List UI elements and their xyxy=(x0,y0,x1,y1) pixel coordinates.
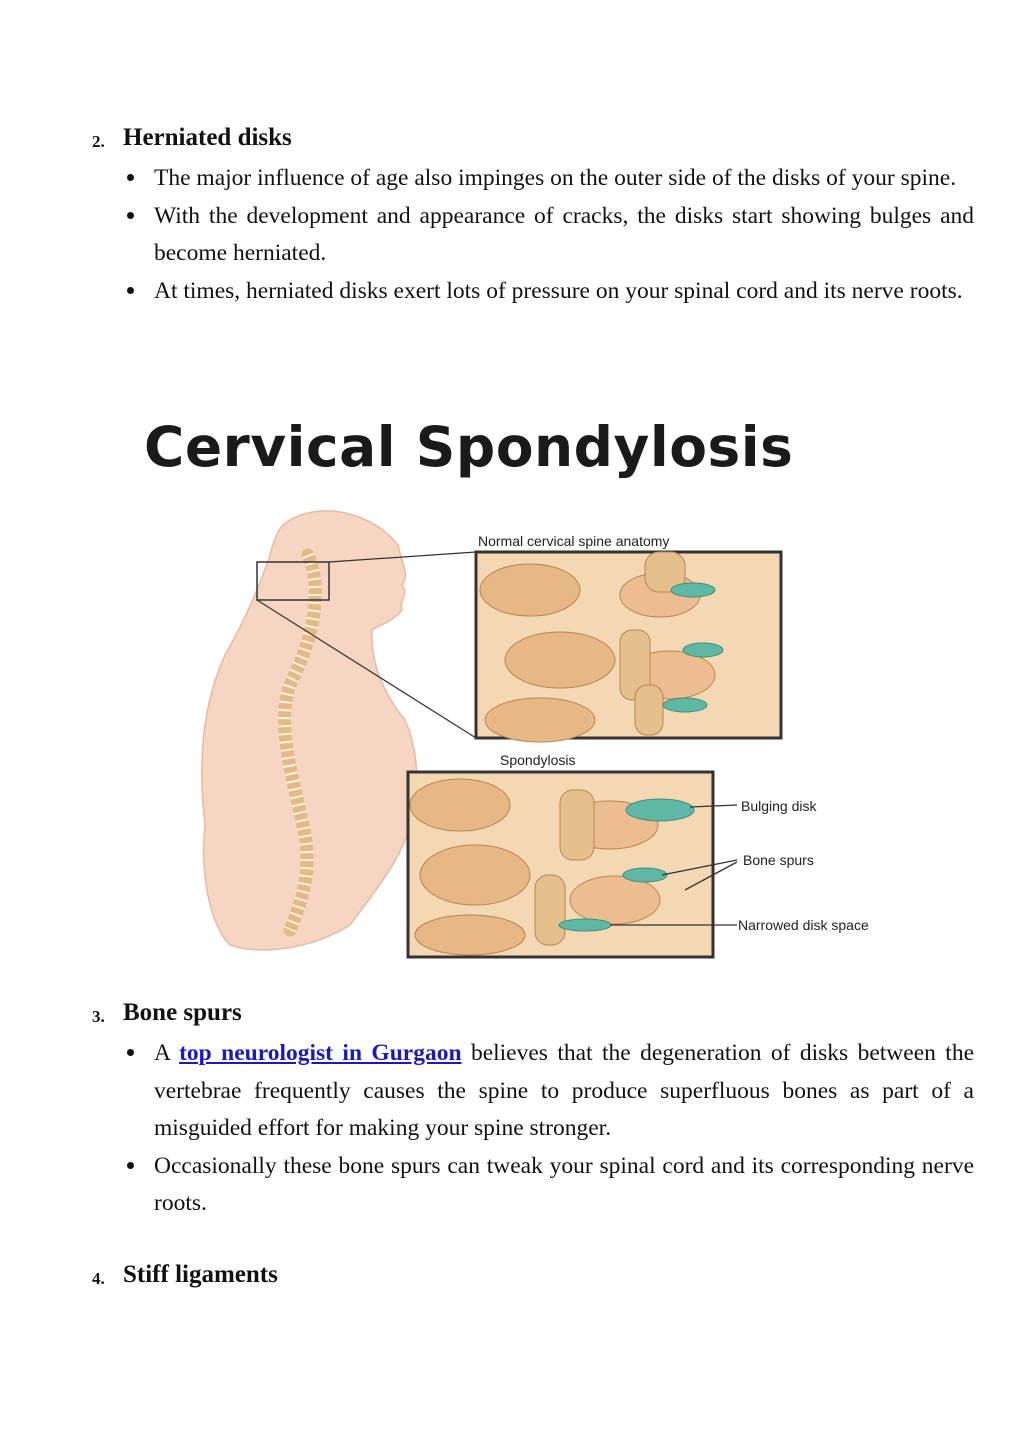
label-normal-anatomy: Normal cervical spine anatomy xyxy=(478,533,670,549)
list-item: At times, herniated disks exert lots of pressure on your spinal cord and its nerve roots. xyxy=(124,273,974,311)
herniated-disks-list xyxy=(124,160,974,310)
bullet-icon xyxy=(127,1049,134,1056)
section-number: 4. xyxy=(92,1269,105,1288)
section-heading-stiff-ligaments xyxy=(0,1261,1024,1297)
section-heading-bone-spurs xyxy=(0,999,1024,1035)
section-heading-herniated-disks xyxy=(0,124,1024,160)
bullet-icon xyxy=(127,174,134,181)
list-item: The major influence of age also impinges on the outer side of the disks of your spine. xyxy=(124,160,974,198)
figure-title: Cervical Spondylosis xyxy=(144,415,794,479)
list-item: Occasionally these bone spurs can tweak your spinal cord and its corresponding nerve roots. xyxy=(124,1148,974,1223)
section-title: Stiff ligaments xyxy=(123,1261,278,1288)
bullet-icon xyxy=(127,1162,134,1169)
label-spondylosis: Spondylosis xyxy=(500,752,576,768)
bone-spurs-list xyxy=(124,1035,974,1223)
section-number: 3. xyxy=(92,1007,105,1026)
spine-illustration xyxy=(140,405,960,975)
neurologist-link[interactable]: top neurologist in Gurgaon xyxy=(179,1040,462,1066)
list-item: With the development and appearance of cracks, the disks start showing bulges and become herniated. xyxy=(124,198,974,273)
bullet-icon xyxy=(127,212,134,219)
label-bulging-disk: Bulging disk xyxy=(741,798,817,814)
section-number: 2. xyxy=(92,132,105,151)
cervical-spondylosis-figure xyxy=(140,405,960,975)
label-narrowed-disk-space: Narrowed disk space xyxy=(738,917,869,933)
label-bone-spurs: Bone spurs xyxy=(743,852,814,868)
bullet-icon xyxy=(127,287,134,294)
section-title: Herniated disks xyxy=(123,124,292,151)
section-title: Bone spurs xyxy=(123,999,242,1026)
list-item: A top neurologist in Gurgaon believes that the degeneration of disks between the vertebrae frequently causes the spine to produce superfluous bones as part of a misguided effort for making your spine stronger. xyxy=(124,1035,974,1148)
